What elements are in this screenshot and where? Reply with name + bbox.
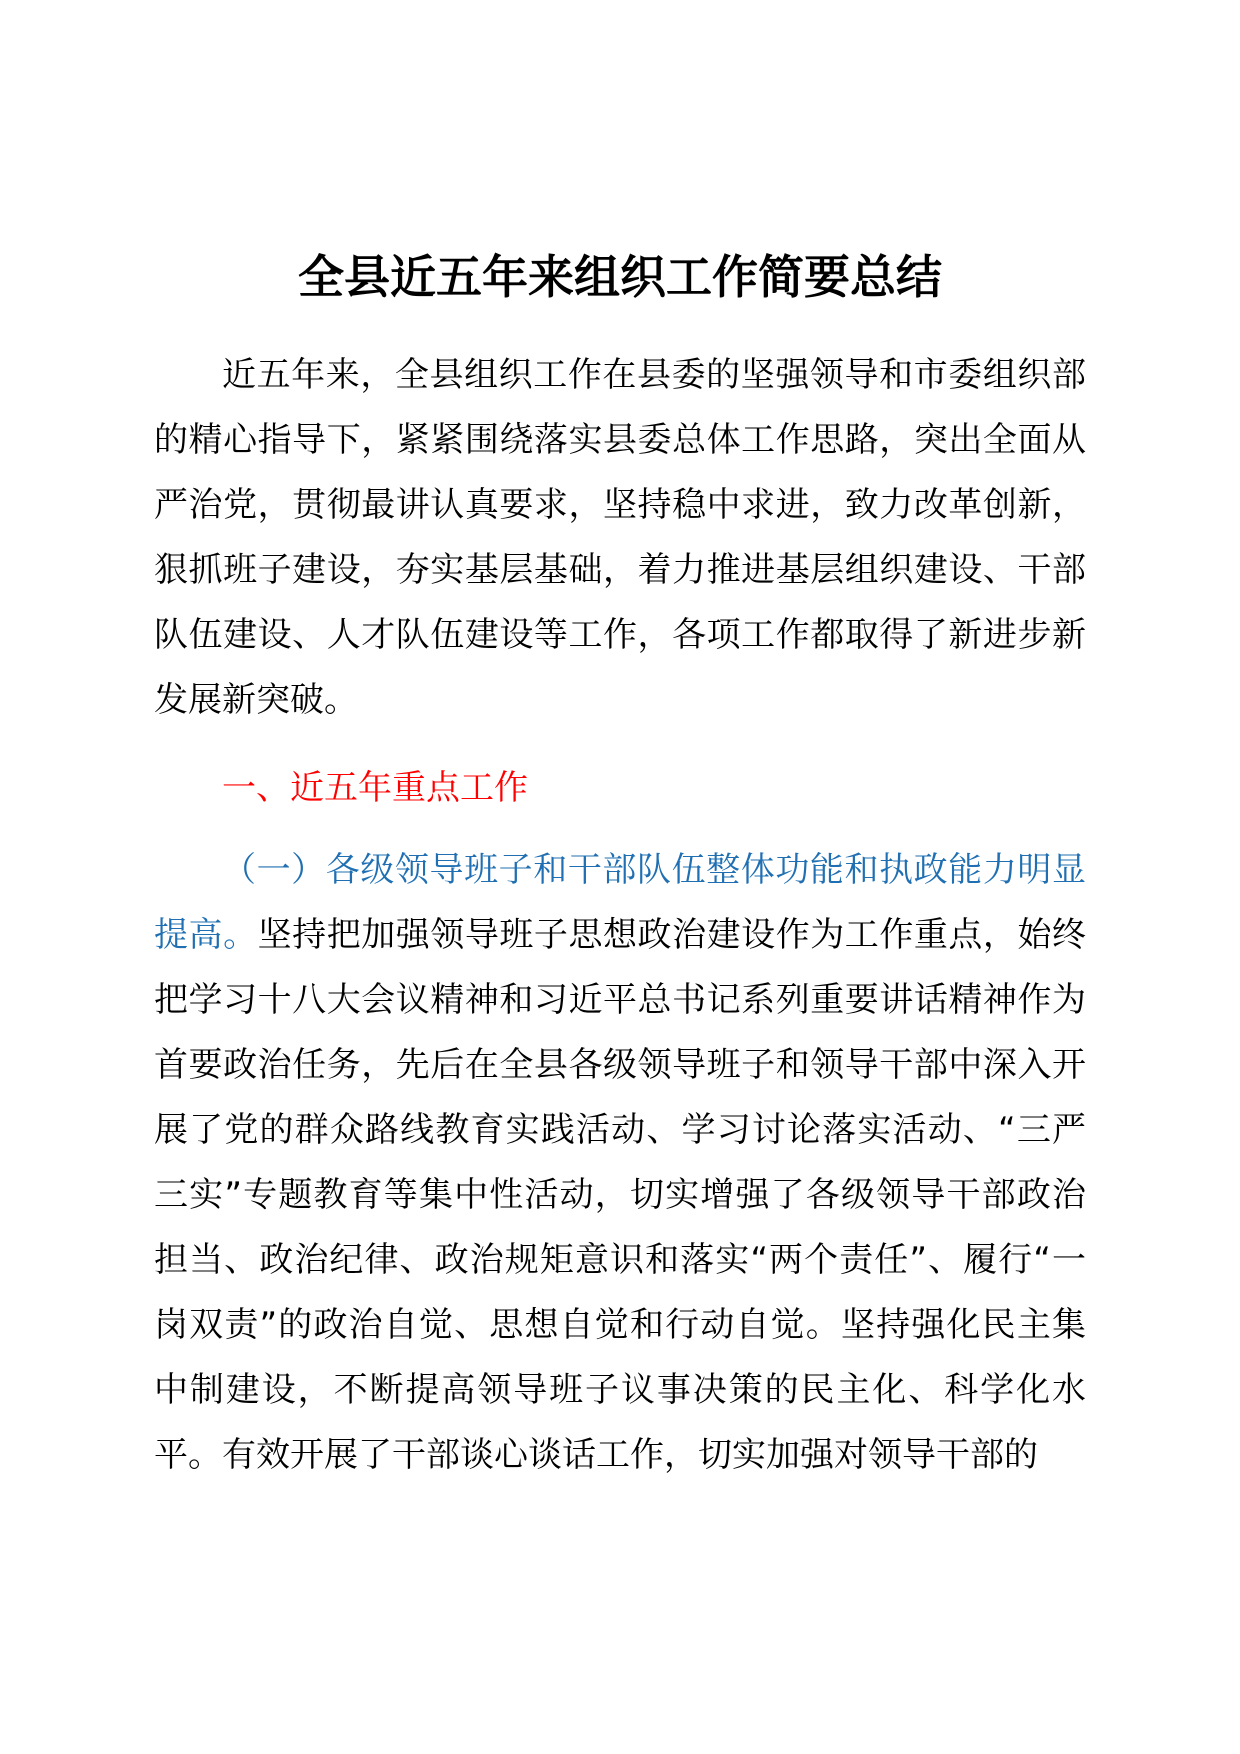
subsection-body: 坚持把加强领导班子思想政治建设作为工作重点，始终把学习十八大会议精神和习近平总书记系列重要讲话精神作为首要政治任务，先后在全县各级领导班子和领导干部中深入开展了党的群众路线教育实践活动、学习讨论落实活动、“三严三实”专题教育等集中性活动，切实增强了各级领导干部政治担当、政治纪律、政治规矩意识和落实“两个责任”、履行“一岗双责”的政治自觉、思想自觉和行动自觉。坚持强化民主集中制建设，不断提高领导班子议事决策的民主化、科学化水平。有效开展了干部谈心谈话工作，切实加强对领导干部的 [154,915,1087,1475]
subsection-paragraph [154,838,1086,1488]
intro-paragraph: 近五年来，全县组织工作在县委的坚强领导和市委组织部的精心指导下，紧紧围绕落实县委总体工作思路，突出全面从严治党，贯彻最讲认真要求，坚持稳中求进，致力改革创新，狠抓班子建设，夯实基层基础，着力推进基层组织建设、干部队伍建设、人才队伍建设等工作，各项工作都取得了新进步新发展新突破。 [154,355,1086,720]
section-heading: 一、近五年重点工作 [222,768,528,808]
subsection-heading: （一）各级领导班子和干部队伍整体功能和执政能力明显提高。 [154,850,1086,955]
document-title: 全县近五年来组织工作简要总结 [298,250,942,304]
